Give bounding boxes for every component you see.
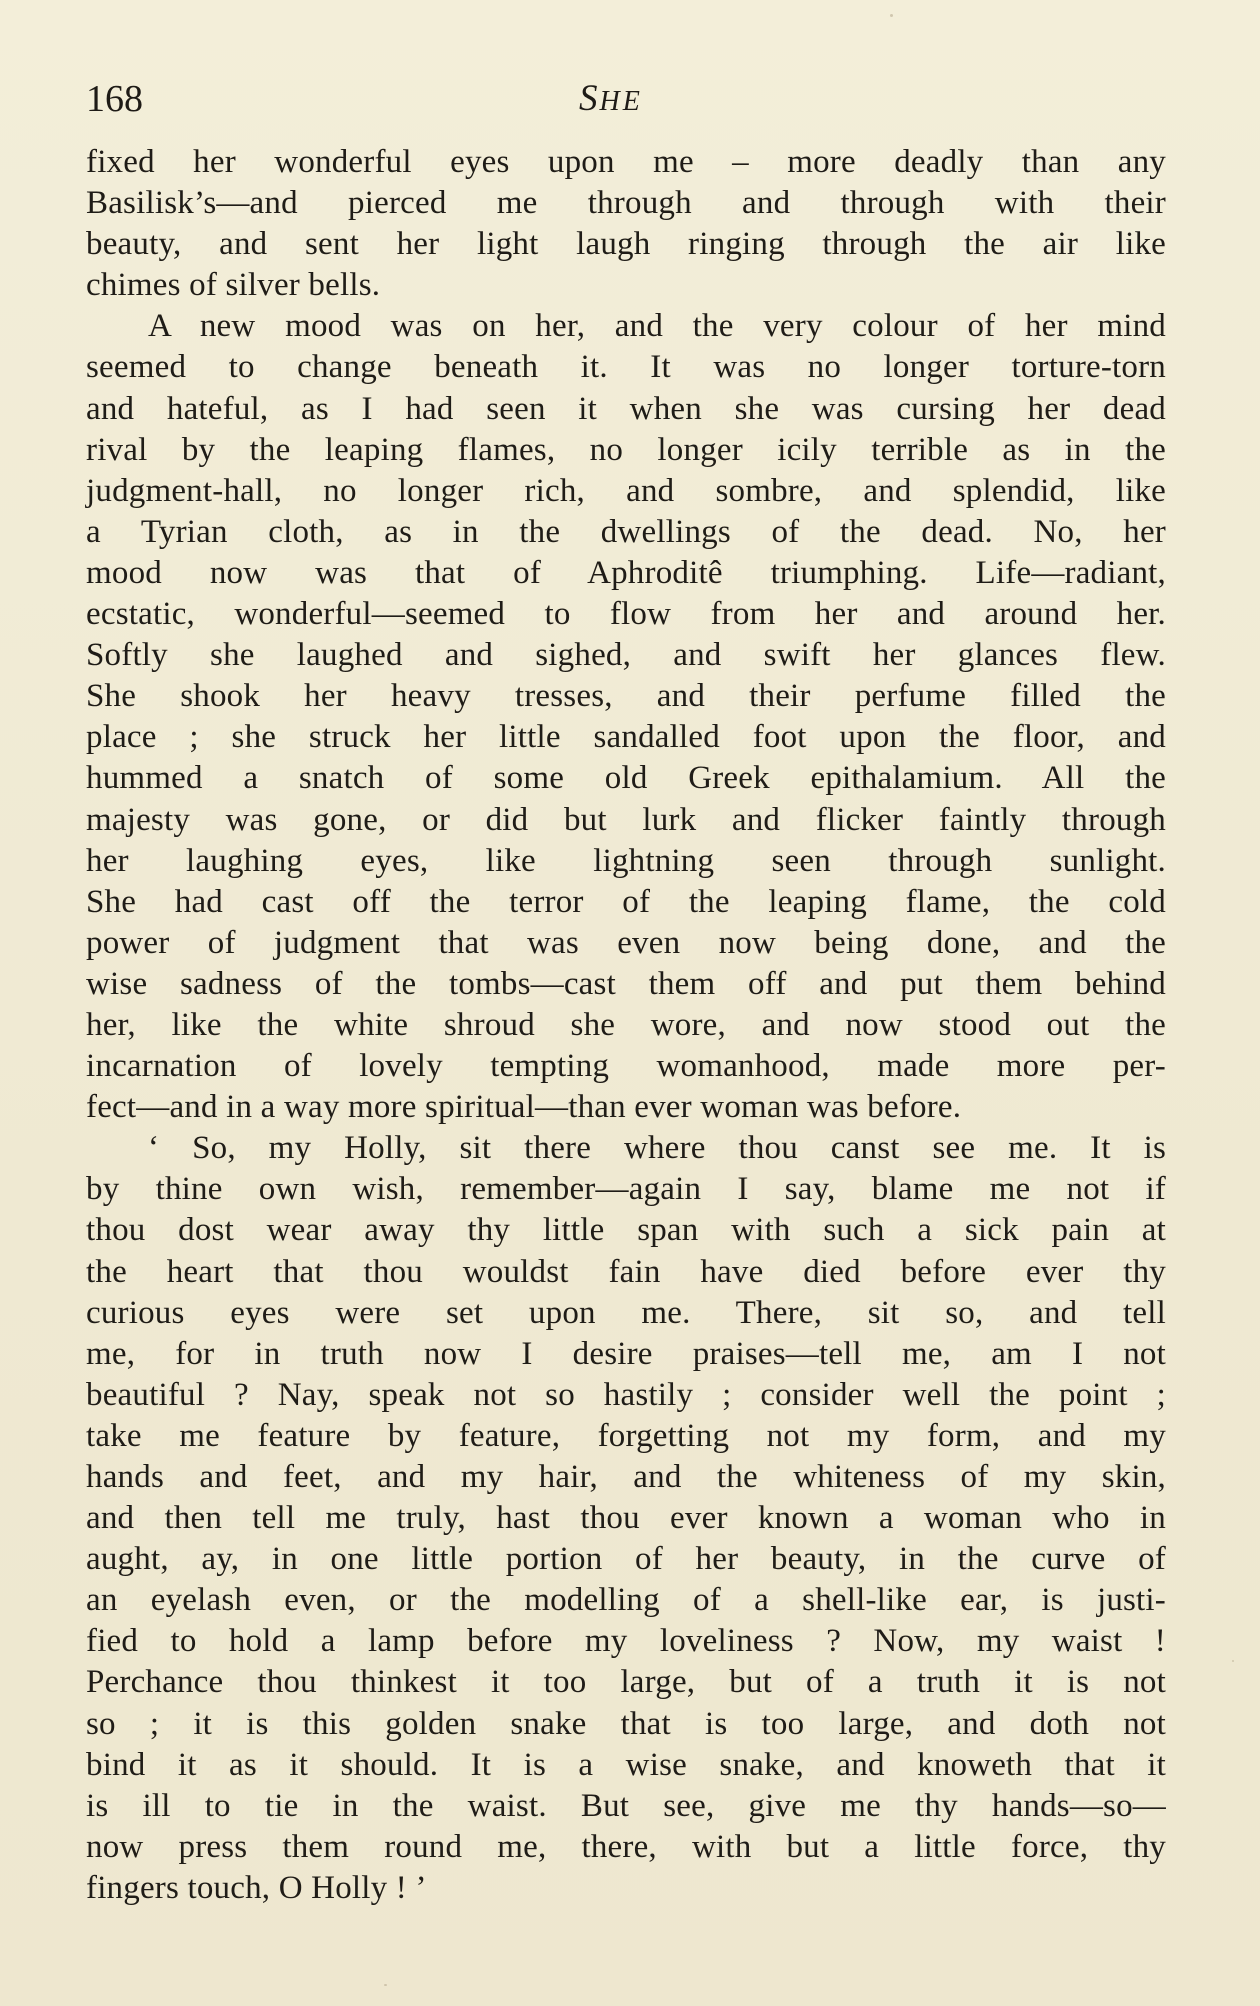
- text-line: She shook her heavy tresses, and their perfume filled the: [86, 678, 1166, 715]
- text-line: now press them round me, there, with but a little force, thy: [86, 1828, 1166, 1865]
- text-line: so ; it is this golden snake that is too large, and doth not: [86, 1705, 1166, 1742]
- text-line: Softly she laughed and sighed, and swift her glances flew.: [86, 637, 1166, 674]
- text-line: hummed a snatch of some old Greek epithalamium. All the: [86, 760, 1166, 797]
- text-line: is ill to tie in the waist. But see, give me thy hands—so—: [86, 1787, 1166, 1824]
- running-title: [579, 74, 643, 127]
- paragraph: [86, 306, 1166, 1128]
- text-line: her laughing eyes, like lightning seen through sunlight.: [86, 842, 1166, 879]
- text-line: aught, ay, in one little portion of her beauty, in the curve of: [86, 1541, 1166, 1578]
- text-line: rival by the leaping flames, no longer icily terrible as in the: [86, 431, 1166, 468]
- running-title-rest: HE: [599, 86, 643, 117]
- text-line: wise sadness of the tombs—cast them off and put them behind: [86, 965, 1166, 1002]
- text-line: and then tell me truly, hast thou ever known a woman who in: [86, 1500, 1166, 1537]
- text-line: curious eyes were set upon me. There, sit so, and tell: [86, 1294, 1166, 1331]
- text-line: A new mood was on her, and the very colour of her mind: [148, 308, 1166, 345]
- paragraph: [86, 142, 1166, 306]
- text-line: majesty was gone, or did but lurk and flicker faintly through: [86, 801, 1166, 838]
- text-line: chimes of silver bells.: [86, 267, 381, 304]
- text-line: by thine own wish, remember—again I say, blame me not if: [86, 1171, 1166, 1208]
- text-line: fect—and in a way more spiritual—than ever woman was before.: [86, 1089, 962, 1126]
- text-line: Basilisk’s—and pierced me through and through with their: [86, 185, 1166, 222]
- text-line: fixed her wonderful eyes upon me – more deadly than any: [86, 144, 1166, 180]
- text-line: ‘ So, my Holly, sit there where thou canst see me. It is: [148, 1130, 1166, 1167]
- running-head: [86, 74, 1166, 124]
- body-text: [86, 142, 1166, 1909]
- running-title-initial: S: [579, 78, 600, 119]
- text-line: a Tyrian cloth, as in the dwellings of the dead. No, her: [86, 513, 1166, 550]
- paragraph: [86, 1128, 1166, 1909]
- text-line: and hateful, as I had seen it when she was cursing her dead: [86, 390, 1166, 427]
- text-line: beautiful ? Nay, speak not so hastily ; consider well the point ;: [86, 1376, 1166, 1413]
- text-line: her, like the white shroud she wore, and now stood out the: [86, 1006, 1166, 1043]
- text-line: incarnation of lovely tempting womanhood, made more per-: [86, 1048, 1166, 1085]
- text-line: She had cast off the terror of the leaping flame, the cold: [86, 883, 1166, 920]
- page-number: 168: [86, 78, 143, 120]
- text-line: me, for in truth now I desire praises—tell me, am I not: [86, 1335, 1166, 1372]
- text-line: ecstatic, wonderful—seemed to flow from her and around her.: [86, 596, 1166, 633]
- text-line: mood now was that of Aphroditê triumphing. Life—radiant,: [86, 554, 1166, 591]
- paper-speck: [1232, 1660, 1234, 1662]
- text-line: Perchance thou thinkest it too large, but of a truth it is not: [86, 1664, 1166, 1701]
- text-line: place ; she struck her little sandalled foot upon the floor, and: [86, 719, 1166, 756]
- text-line: hands and feet, and my hair, and the whiteness of my skin,: [86, 1459, 1166, 1495]
- text-line: bind it as it should. It is a wise snake, and knoweth that it: [86, 1746, 1166, 1783]
- text-line: seemed to change beneath it. It was no longer torture-torn: [86, 349, 1166, 386]
- text-line: an eyelash even, or the modelling of a shell-like ear, is justi-: [86, 1582, 1166, 1619]
- text-line: fingers touch, O Holly ! ’: [86, 1869, 427, 1906]
- paper-speck: [890, 14, 893, 17]
- paper-speck: [384, 1984, 387, 1986]
- text-line: beauty, and sent her light laugh ringing through the air like: [86, 226, 1166, 263]
- text-line: power of judgment that was even now being done, and the: [86, 924, 1166, 961]
- text-line: judgment-hall, no longer rich, and sombre, and splendid, like: [86, 472, 1166, 509]
- text-line: the heart that thou wouldst fain have died before ever thy: [86, 1253, 1166, 1290]
- text-line: take me feature by feature, forgetting not my form, and my: [86, 1417, 1166, 1454]
- text-line: fied to hold a lamp before my loveliness ? Now, my waist !: [86, 1623, 1166, 1660]
- text-line: thou dost wear away thy little span with such a sick pain at: [86, 1212, 1166, 1249]
